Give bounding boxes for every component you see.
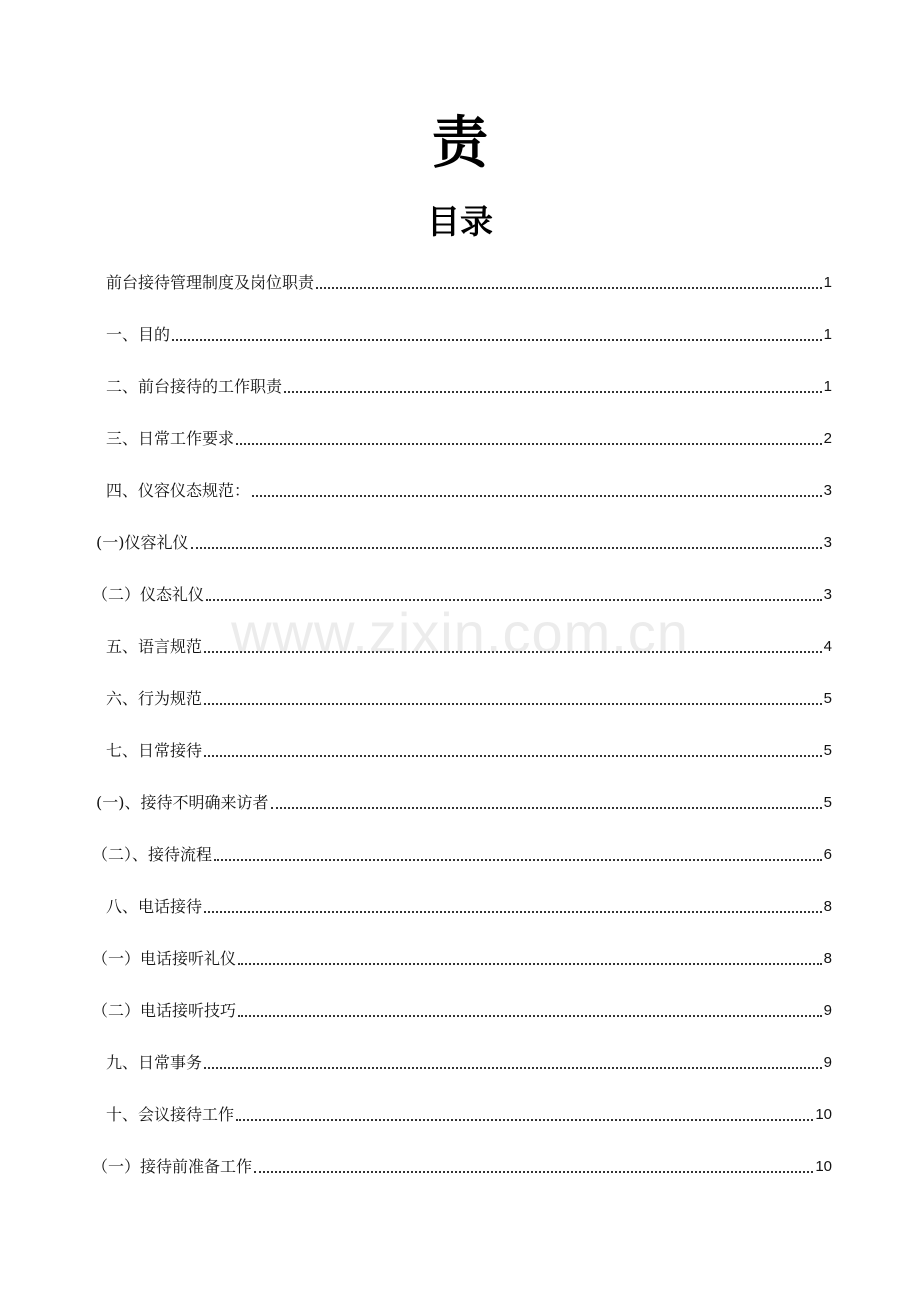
toc-entry-page: 1 (823, 378, 832, 395)
toc-entry-label: (一)仪容礼仪 (96, 533, 189, 552)
toc-entry[interactable] (96, 524, 832, 554)
document-heading: 责 (432, 111, 488, 176)
toc-entry[interactable] (106, 420, 832, 450)
toc-entry-page: 4 (823, 638, 832, 655)
toc-entry[interactable] (106, 368, 832, 398)
toc-leader (204, 755, 822, 757)
toc-entry-label: (一)、接待不明确来访者 (96, 793, 269, 812)
toc-leader (204, 651, 822, 653)
toc-leader (236, 443, 822, 445)
toc-leader (204, 911, 822, 913)
toc-entry-label: 八、电话接待 (106, 897, 203, 916)
toc-entry[interactable] (106, 628, 832, 658)
toc-leader (191, 547, 822, 549)
toc-entry-page: 5 (823, 690, 832, 707)
toc-entry-label: 七、日常接待 (106, 741, 203, 760)
toc-leader (271, 807, 822, 809)
toc-entry[interactable] (106, 1044, 832, 1074)
toc-entry[interactable] (106, 472, 832, 502)
toc-entry-page: 5 (823, 794, 832, 811)
toc-entry-page: 6 (823, 846, 832, 863)
toc-leader (204, 703, 822, 705)
toc-entry[interactable] (106, 264, 832, 294)
toc-entry-label: 九、日常事务 (106, 1053, 203, 1072)
toc-leader (238, 1015, 822, 1017)
toc-entry-label: （二）仪态礼仪 (92, 585, 205, 604)
toc-entry[interactable] (92, 576, 832, 606)
toc-entry-page: 9 (823, 1054, 832, 1071)
toc-entry-label: 一、目的 (106, 325, 171, 344)
toc-leader (238, 963, 822, 965)
toc-leader (172, 339, 822, 341)
toc-entry[interactable] (92, 1148, 832, 1178)
toc-entry[interactable] (92, 992, 832, 1022)
toc-entry[interactable] (92, 940, 832, 970)
toc-leader (236, 1119, 813, 1121)
toc-title: 目录 (427, 202, 493, 241)
toc-leader (252, 495, 822, 497)
toc-entry-label: （二）电话接听技巧 (92, 1001, 237, 1020)
toc-entry-label: 三、日常工作要求 (106, 429, 235, 448)
toc-entry-page: 1 (823, 274, 832, 291)
toc-leader (284, 391, 822, 393)
toc-entry-label: （一）接待前准备工作 (92, 1157, 253, 1176)
toc-entry-page: 3 (823, 534, 832, 551)
toc-leader (204, 1067, 822, 1069)
toc-entry[interactable] (106, 732, 832, 762)
toc-entry[interactable] (106, 1096, 832, 1126)
toc-entry-page: 10 (815, 1158, 832, 1175)
toc-entry-page: 9 (823, 1002, 832, 1019)
toc-leader (206, 599, 822, 601)
toc-entry[interactable] (106, 316, 832, 346)
toc-entry[interactable] (96, 784, 832, 814)
toc-entry-page: 3 (823, 586, 832, 603)
toc-entry-page: 5 (823, 742, 832, 759)
watermark-text: www.zixin.com.cn (231, 601, 689, 664)
toc-entry-label: （一）电话接听礼仪 (92, 949, 237, 968)
toc-entry[interactable] (106, 888, 832, 918)
toc-entry-label: 二、前台接待的工作职责 (106, 377, 283, 396)
toc-entry-page: 8 (823, 950, 832, 967)
toc-entry-label: 十、会议接待工作 (106, 1105, 235, 1124)
toc-entry-page: 3 (823, 482, 832, 499)
toc-leader (316, 287, 822, 289)
toc-leader (214, 859, 822, 861)
toc-entry-label: 五、语言规范 (106, 637, 203, 656)
toc-entry-label: 六、行为规范 (106, 689, 203, 708)
toc-entry-page: 2 (823, 430, 832, 447)
toc-entry[interactable] (106, 680, 832, 710)
toc-entry-page: 8 (823, 898, 832, 915)
toc-entry-label: （二）、接待流程 (92, 845, 213, 864)
toc-entry-label: 四、仪容仪态规范： (106, 481, 251, 500)
toc-entry-page: 10 (815, 1106, 832, 1123)
toc-entry-page: 1 (823, 326, 832, 343)
toc-entry[interactable] (92, 836, 832, 866)
toc-leader (254, 1171, 813, 1173)
toc-entry-label: 前台接待管理制度及岗位职责 (106, 273, 315, 292)
